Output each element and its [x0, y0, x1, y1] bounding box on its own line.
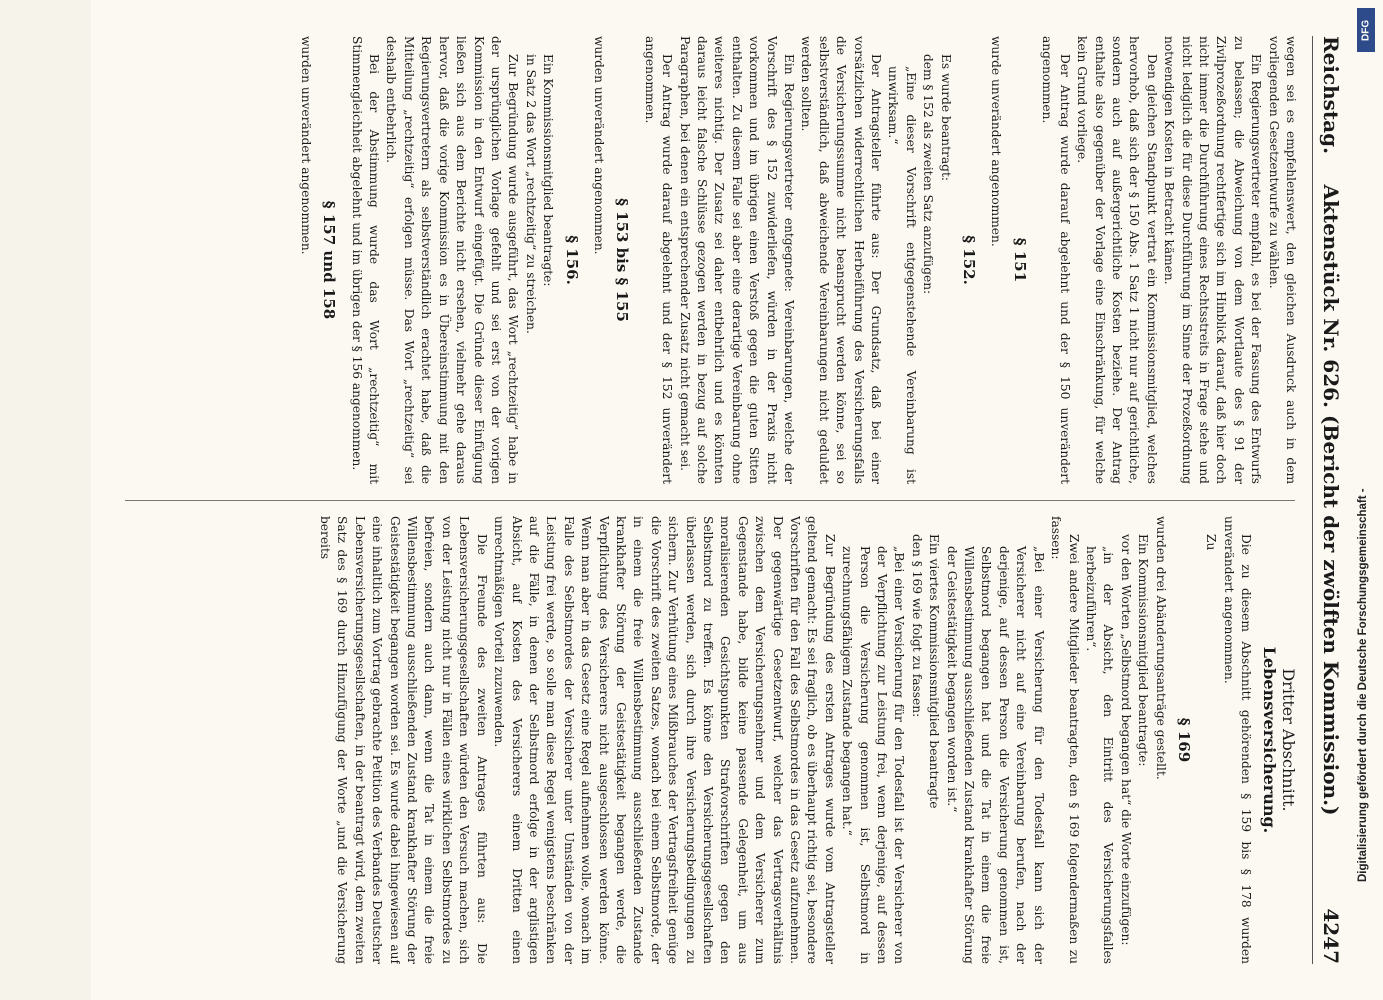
paragraph: wurde unverändert angenommen.	[989, 36, 1004, 247]
paragraph: Der Antragsteller führte aus: Der Grundsatz, daß bei einer vorsätzlichen widerrechtlichen Herbeiführung des Versicherungsfalls die Versicherungssumme nicht beansprucht werden könne, sei so selbstverständlich, daß abweichende Vereinbarungen nicht geduldet werden sollten.	[799, 36, 884, 484]
paragraph: Ein Regierungsvertreter entgegnete: Vereinbarungen, welche der Vorschrift des § 152 zuwiderliefen, würden in der Praxis nicht vorkommen und im übrigen einen Verstoß gegen die guten Sitten enthalten. Zu diesem Falle sei aber eine derartige Vereinbarung ohne weiteres nichtig. Der Zusatz sei daher entbehrlich und es könnten daraus leicht falsche Schlüsse gezogen werden in bezug auf solche Paragraphen, bei denen ein entsprechender Zusatz nicht gemacht sei.	[677, 36, 797, 484]
paragraph: Die Freunde des zweiten Antrages führten aus: Die Lebensversicherungsgesellschaften würden den Versuch machen, sich von der Leistung nicht nur in Fällen eines wirklichen Selbstmordes zu befreien, sondern auch dann, wenn die Tat in einem die freie Willensbestimmung ausschließenden Zustand krankhafter Störung der Geistestätigkeit begangen worden sei. Es wurde dabei hingewiesen auf eine inhaltlich zum Vortrag gebrachte Petition des Verbandes Deutscher Lebensversicherungsgesellschaften, in der beantragt wird, dem zweiten Satz des § 169 durch Hinzufügung der Worte „und die Versicherung bereits	[318, 516, 489, 964]
document-page	[91, 0, 1383, 1000]
paragraph: Zur Begründung wurde ausgeführt, das Wort „rechtzeitig“ habe in der ursprünglichen Vorlage gefehlt und sei erst von der vorigen Kommission in den Entwurf eingefügt. Die Gründe dieser Einfügung ließen sich aus dem Berichte nicht ersehen, vielmehr gehe daraus hervor, daß die vorige Kommission es in Übereinstimmung mit den Regierungsvertretern als selbstverständlich erachtet habe, daß die Mitteilung „rechtzeitig“ erfolgen müsse. Das Wort „rechtzeitig“ sei deshalb entbehrlich.	[384, 36, 521, 484]
dfg-logo: DFG	[1357, 8, 1375, 52]
paragraph: Den gleichen Standpunkt vertrat ein Kommissionsmitglied, welches hervorhob, daß sich der § 150 Abs. 1 Satz 1 nicht nur auf gerichtliche, sondern auch auf außergerichtliche Kosten beziehe. Der Antrag enthalte also gegenüber der Vorlage eine Einschränkung, für welche kein Grund vorliege.	[1075, 36, 1159, 484]
paragraph: Die zu diesem Abschnitt gehörenden § 159 bis § 178 wurden unverändert angenommen.	[1221, 516, 1254, 964]
page-number: 4247	[1319, 908, 1343, 964]
paragraph: Bei der Abstimmung wurde das Wort „rechtzeitig“ mit Stimmengleichheit abgelehnt und im übrigen der § 156 angenommen.	[349, 36, 382, 484]
section-heading-169: § 169	[1174, 717, 1193, 763]
quote: „Bei einer Versicherung für den Todesfall kann sich der Versicherer nicht auf eine Vereinbarung berufen, nach der derjenige, auf dessen Person die Versicherung genommen ist, Selbstmord begangen hat und die Tat in einem die freie Willensbestimmung ausschließenden Zustand krankhafter Störung der Geistestätigkeit begangen worden ist.“	[944, 546, 1046, 964]
chapter-title: Dritter Abschnitt.	[1279, 668, 1298, 812]
paragraph: den § 169 wie folgt zu fassen:	[909, 534, 924, 718]
digitization-credit	[1351, 0, 1381, 1000]
paragraph: dem § 152 als zweiten Satz anzufügen:	[921, 54, 936, 295]
column-divider	[125, 500, 1295, 501]
paragraph: wurden unverändert angenommen.	[591, 36, 606, 255]
paragraph: Der Antrag wurde darauf abgelehnt und der § 150 unverändert angenommen.	[1040, 36, 1072, 484]
quote: „in der Absicht, den Eintritt des Versicherungsfalles herbeizuführen“.	[1083, 546, 1116, 964]
column-left	[119, 36, 1299, 484]
funding-note: Digitalisierung gefördert durch die Deutsche Forschungsgemeinschaft -	[1357, 488, 1369, 882]
section-heading-151: § 151	[1010, 237, 1029, 283]
header-title: Aktenstück Nr. 626. (Bericht der zwölften Kommission.)	[1319, 184, 1343, 816]
paragraph: Zwei andere Mitglieder beantragten, den § 169 folgendermaßen zu fassen:	[1049, 516, 1081, 964]
paragraph: wegen sei es empfehlenswert, den gleichen Ausdruck auch in dem vorliegenden Gesetzentwurfe zu wählen.	[1266, 36, 1298, 484]
paragraph: in Satz 2 das Wort „rechtzeitig“ zu streichen.	[523, 54, 538, 334]
section-heading-156: § 156.	[562, 235, 581, 285]
paragraph: Zu	[1204, 534, 1219, 551]
section-heading-157-158: § 157 und 158	[320, 200, 339, 320]
paragraph: Es wurde beantragt:	[938, 54, 953, 181]
column-right	[119, 516, 1299, 964]
paragraph: Der Antrag wurde darauf abgelehnt und der § 152 unverändert angenommen.	[642, 36, 675, 484]
paragraph: wurden unverändert angenommen.	[298, 36, 313, 255]
paragraph: Ein viertes Kommissionsmitglied beantragte	[927, 534, 942, 809]
paragraph: Ein Regierungsvertreter empfahl, es bei der Fassung des Entwurfs zu belassen; die Abweichung von dem Wortlaute des § 91 der Zivilprozeßordnung rechtfertige sich im Hinblick darauf, daß hier doch nicht immer die Durchführung eines Rechtsstreits in Frage stehe und nicht lediglich die für diese Durchführung im Sinne der Prozeßordnung notwendigen Kosten in Betracht kämen.	[1162, 36, 1264, 484]
page-header	[1312, 36, 1347, 964]
quote: „Bei einer Versicherung für den Todesfall ist der Versicherer von der Verpflichtung zur Leistung frei, wenn derjenige, auf dessen Person die Versicherung genommen ist, Selbstmord in zurechnungsfähigem Zustande begangen hat.“	[840, 546, 907, 964]
chapter-subtitle: Lebensversicherung.	[1259, 646, 1279, 834]
section-heading-153-155: § 153 bis § 155	[613, 198, 632, 322]
paragraph: Zur Begründung des ersten Antrages wurde vom Antragsteller geltend gemacht: Es sei fraglich, ob es überhaupt richtig sei, besondere Vorschriften für den Fall des Selbstmordes in das Gesetz aufzunehmen. Der gegenwärtige Gesetzentwurf, welcher das Vertragsverhältnis zwischen dem Versicherungsnehmer und dem Versicherer zum Gegenstande habe, bilde keine passende Gelegenheit, um aus moralisierenden Gesichtspunkten Strafvorschriften gegen den Selbstmord zu treffen. Es könne den Versicherungsgesellschaften überlassen werden, sich durch ihre Versicherungsbedingungen zu sichern. Zur Verhütung eines Mißbrauches der Vertragsfreiheit genüge die Vorschrift des zweiten Satzes, wonach bei einem Selbstmorde, der in einem die freie Willensbestimmung ausschließenden Zustande krankhafter Störung der Geistestätigkeit begangen werde, die Verpflichtung des Versicherers nicht ausgeschlossen werden könne. Wenn man aber in das Gesetz eine Regel aufnehmen wolle, wonach im Falle des Selbstmordes der Versicherer unter Umständen von der Leistung frei werde, so solle man diese Regel wenigstens beschränken auf die Fälle, in denen der Selbstmord erfolge in der arglistigen Absicht, auf Kosten des Versicherers einem Dritten einen unrechtmäßigen Vorteil zuzuwenden.	[492, 516, 837, 964]
paragraph: vor den Worten „Selbstmord begangen hat“ die Worte einzufügen:	[1118, 534, 1133, 946]
paragraph: Ein Kommissionsmitglied beantragte:	[541, 54, 556, 287]
paragraph: Ein Kommissionsmitglied beantragte:	[1136, 534, 1151, 767]
header-left: Reichstag.	[1319, 36, 1343, 155]
quote: „Eine dieser Vorschrift entgegenstehende Vereinbarung ist unwirksam.“	[886, 66, 918, 484]
paragraph: wurden drei Abänderungsanträge gestellt.	[1153, 516, 1168, 780]
section-heading-152: § 152.	[960, 235, 979, 285]
